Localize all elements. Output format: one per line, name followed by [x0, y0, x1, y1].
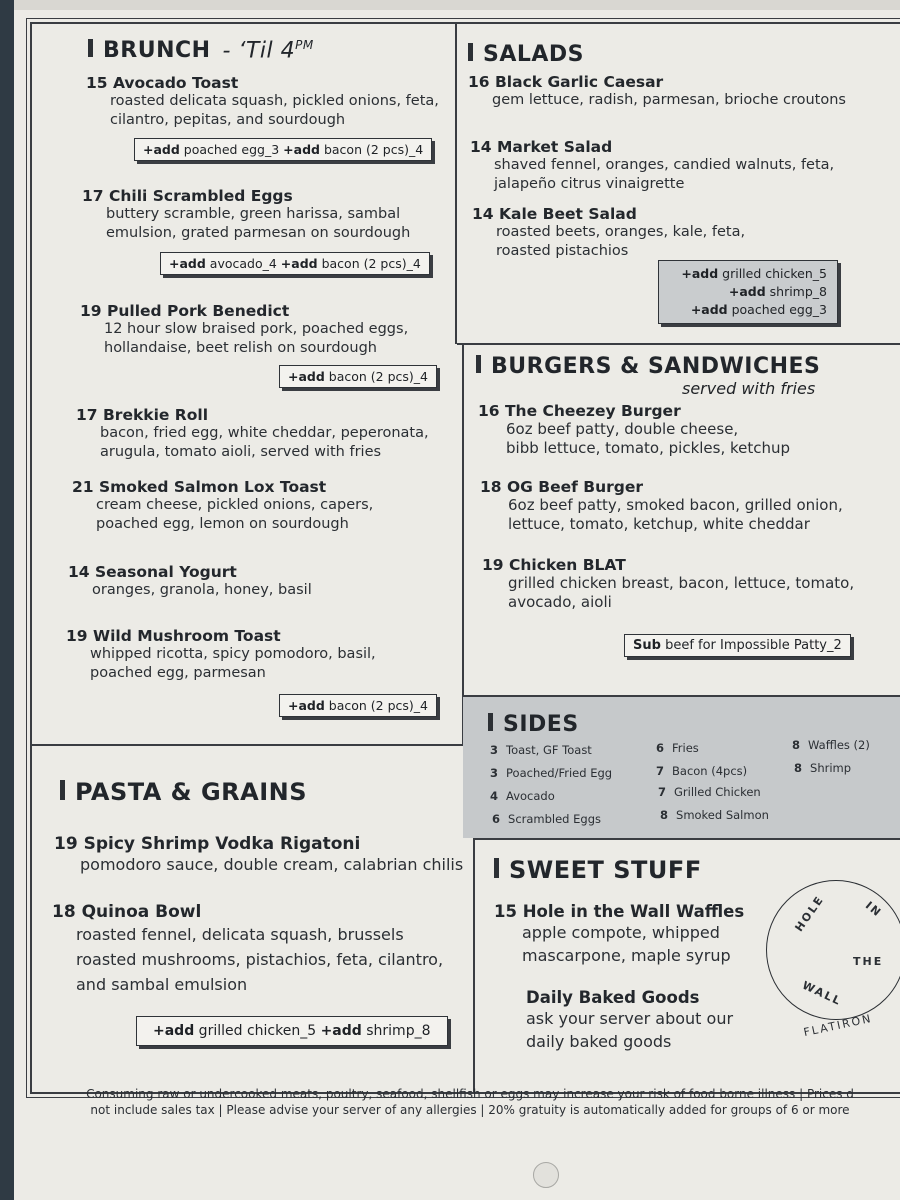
item-desc: oranges, granola, honey, basil	[92, 582, 312, 598]
side-price: 3	[490, 766, 499, 780]
divider	[32, 744, 473, 746]
menu-item	[68, 563, 312, 600]
add-label: +add	[280, 256, 318, 271]
side-item	[660, 808, 769, 822]
item-desc: bibb lettuce, tomato, pickles, ketchup	[506, 439, 791, 457]
salads-title	[468, 42, 584, 67]
side-item	[658, 785, 761, 799]
add-option: shrimp_8	[361, 1023, 431, 1039]
menu-item	[66, 627, 376, 683]
item-name: Black Garlic Caesar	[494, 73, 664, 91]
item-desc: ask your server about our	[526, 1009, 734, 1028]
add-option: poached egg_3	[727, 302, 827, 317]
sweet-title-text: SWEET STUFF	[509, 856, 702, 884]
brunch-subtitle-text: - ‘Til 4	[222, 38, 296, 64]
divider	[475, 838, 900, 840]
menu-item	[76, 406, 429, 462]
side-item	[490, 743, 592, 757]
item-name: Brekkie Roll	[102, 406, 209, 424]
logo-text: WALL	[800, 978, 844, 1009]
add-option: bacon (2 pcs)_4	[319, 142, 424, 157]
side-name: Grilled Chicken	[674, 785, 761, 799]
add-on-box	[279, 694, 437, 717]
side-item	[792, 738, 870, 752]
item-desc: poached egg, parmesan	[90, 665, 266, 681]
sides-title	[488, 712, 579, 737]
item-desc: and sambal emulsion	[76, 975, 248, 994]
item-price: 19	[66, 627, 88, 645]
item-desc: avocado, aioli	[508, 593, 612, 611]
burgers-subtitle: served with fries	[682, 379, 816, 398]
add-option: bacon (2 pcs)_4	[317, 256, 421, 271]
item-desc: poached egg, lemon on sourdough	[96, 516, 349, 532]
item-price: 15	[86, 74, 108, 92]
add-label: +add	[143, 142, 180, 157]
title-bar	[476, 355, 481, 373]
title-bar	[488, 713, 493, 731]
side-item	[490, 766, 612, 780]
item-price: 19	[54, 834, 78, 854]
side-name: Shrimp	[810, 761, 852, 775]
burgers-section	[476, 354, 820, 398]
item-name: Chili Scrambled Eggs	[108, 187, 293, 205]
item-desc: cilantro, pepitas, and sourdough	[110, 112, 346, 128]
logo-text: THE	[853, 955, 884, 968]
item-desc: daily baked goods	[526, 1032, 672, 1051]
side-name: Bacon (4pcs)	[672, 764, 748, 778]
add-label: +add	[288, 698, 325, 713]
side-name: Scrambled Eggs	[508, 812, 601, 826]
item-price: 16	[468, 73, 490, 91]
add-label: +add	[153, 1023, 195, 1039]
pasta-title-text: PASTA & GRAINS	[75, 778, 308, 806]
menu-item	[52, 902, 443, 997]
sides-title-text: SIDES	[503, 712, 579, 737]
item-desc: roasted delicata squash, pickled onions, feta,	[110, 93, 439, 109]
item-desc: 6oz beef patty, smoked bacon, grilled onion,	[508, 496, 843, 514]
side-name: Smoked Salmon	[676, 808, 769, 822]
item-price: 14	[68, 563, 90, 581]
sides-section	[488, 712, 579, 737]
menu-item	[472, 205, 745, 261]
logo-text: FLATIRON	[802, 1011, 874, 1040]
add-label: +add	[681, 266, 719, 281]
item-name: Hole in the Wall Waffles	[522, 902, 745, 921]
item-desc: arugula, tomato aioli, served with fries	[100, 444, 382, 460]
side-price: 6	[492, 812, 501, 826]
burgers-title	[476, 354, 820, 379]
footer-disclaimer	[40, 1086, 900, 1118]
item-name: Chicken BLAT	[508, 556, 626, 574]
add-option: grilled chicken_5	[194, 1023, 321, 1039]
side-price: 7	[656, 764, 665, 778]
add-option: shrimp_8	[765, 284, 827, 299]
logo-text: HOLE	[792, 892, 827, 935]
side-price: 8	[794, 761, 803, 775]
add-on-box	[136, 1016, 448, 1046]
footer-line: Consuming raw or undercooked meats, poultry, seafood, shellfish or eggs may increase your risk of food borne illness | Prices d	[86, 1087, 854, 1101]
burgers-title-text: BURGERS & SANDWICHES	[491, 354, 821, 379]
item-desc: 12 hour slow braised pork, poached eggs,	[104, 321, 409, 337]
item-desc: shaved fennel, oranges, candied walnuts, feta,	[494, 157, 835, 173]
menu-item	[526, 988, 733, 1053]
pasta-section	[60, 778, 307, 806]
sweet-section	[494, 856, 702, 884]
item-name: Kale Beet Salad	[498, 205, 637, 223]
add-option: avocado_4	[205, 256, 281, 271]
menu-rivet	[533, 1162, 559, 1188]
item-desc: lettuce, tomato, ketchup, white cheddar	[508, 515, 810, 533]
menu-item	[54, 834, 463, 876]
menu-item	[468, 73, 846, 110]
item-desc: 6oz beef patty, double cheese,	[506, 420, 739, 438]
item-name: Pulled Pork Benedict	[106, 302, 290, 320]
add-on-box	[134, 138, 432, 161]
side-price: 6	[656, 741, 665, 755]
item-name: OG Beef Burger	[506, 478, 644, 496]
item-price: 14	[472, 205, 494, 223]
sub-option: beef for Impossible Patty_2	[660, 638, 842, 653]
menu-item	[482, 556, 854, 612]
item-price: 19	[482, 556, 504, 574]
menu-item	[86, 74, 439, 130]
salad-add-ons-box	[658, 260, 838, 324]
item-price: 14	[470, 138, 492, 156]
brunch-section	[88, 38, 314, 63]
side-price: 7	[658, 785, 667, 799]
item-desc: bacon, fried egg, white cheddar, peperonata,	[100, 425, 429, 441]
side-name: Toast, GF Toast	[506, 743, 592, 757]
item-desc: roasted mushrooms, pistachios, feta, cilantro,	[76, 950, 444, 969]
item-desc: cream cheese, pickled onions, capers,	[96, 497, 374, 513]
item-name: Smoked Salmon Lox Toast	[98, 478, 327, 496]
item-desc: emulsion, grated parmesan on sourdough	[106, 225, 411, 241]
side-item	[656, 741, 699, 755]
substitution-box	[624, 634, 851, 657]
menu-cover-edge	[0, 0, 14, 1200]
sub-label: Sub	[633, 638, 661, 653]
title-bar	[494, 858, 499, 878]
item-price: 19	[80, 302, 102, 320]
menu-item	[480, 478, 843, 534]
side-name: Poached/Fried Egg	[506, 766, 613, 780]
salads-section	[468, 42, 584, 67]
menu-item	[82, 187, 410, 243]
add-label: +add	[283, 142, 320, 157]
item-name: Daily Baked Goods	[526, 988, 700, 1007]
item-name: Wild Mushroom Toast	[92, 627, 281, 645]
item-name: The Cheezey Burger	[504, 402, 681, 420]
sweet-title	[494, 856, 702, 884]
divider	[455, 24, 457, 344]
add-option: poached egg_3	[179, 142, 284, 157]
item-desc: mascarpone, maple syrup	[522, 946, 731, 965]
pasta-title	[60, 778, 307, 806]
add-option: grilled chicken_5	[718, 266, 827, 281]
divider	[457, 343, 900, 345]
brunch-title	[88, 38, 314, 63]
brunch-title-text: BRUNCH	[103, 38, 211, 64]
item-desc: jalapeño citrus vinaigrette	[494, 176, 685, 192]
item-desc: roasted beets, oranges, kale, feta,	[496, 224, 746, 240]
item-price: 21	[72, 478, 94, 496]
menu-item	[494, 902, 744, 967]
add-label: +add	[169, 256, 206, 271]
side-price: 4	[490, 789, 499, 803]
add-label: +add	[690, 302, 728, 317]
add-on-box	[279, 365, 437, 388]
side-price: 8	[792, 738, 801, 752]
item-name: Spicy Shrimp Vodka Rigatoni	[83, 834, 361, 854]
menu-item	[80, 302, 408, 358]
menu-item	[478, 402, 790, 458]
item-price: 15	[494, 902, 517, 921]
divider	[462, 344, 464, 744]
brunch-subtitle	[223, 38, 314, 63]
title-bar	[60, 780, 65, 800]
footer-line: not include sales tax | Please advise your server of any allergies | 20% gratuity is automatically added for groups of 6 or more	[90, 1103, 850, 1117]
title-bar	[88, 39, 93, 57]
side-price: 3	[490, 743, 499, 757]
side-item	[656, 764, 747, 778]
item-price: 18	[480, 478, 502, 496]
item-desc: buttery scramble, green harissa, sambal	[106, 206, 401, 222]
item-desc: grilled chicken breast, bacon, lettuce, tomato,	[508, 574, 855, 592]
salads-title-text: SALADS	[483, 42, 585, 67]
restaurant-logo	[766, 880, 900, 1040]
item-price: 16	[478, 402, 500, 420]
add-label: +add	[288, 369, 325, 384]
item-price: 17	[76, 406, 98, 424]
side-item	[492, 812, 601, 826]
item-desc: roasted fennel, delicata squash, brussels	[76, 925, 404, 944]
add-option: bacon (2 pcs)_4	[324, 698, 428, 713]
side-name: Avocado	[506, 789, 555, 803]
side-price: 8	[660, 808, 669, 822]
item-desc: pomodoro sauce, double cream, calabrian chilis	[80, 855, 464, 874]
item-desc: apple compote, whipped	[522, 923, 720, 942]
menu-item	[470, 138, 834, 194]
add-label: +add	[728, 284, 766, 299]
menu-item	[72, 478, 373, 534]
add-option: bacon (2 pcs)_4	[324, 369, 428, 384]
side-name: Waffles (2)	[808, 738, 870, 752]
add-label: +add	[320, 1023, 362, 1039]
brunch-subtitle-sup: PM	[295, 38, 314, 52]
item-desc: hollandaise, beet relish on sourdough	[104, 340, 377, 356]
item-desc: gem lettuce, radish, parmesan, brioche croutons	[492, 92, 846, 108]
title-bar	[468, 43, 473, 61]
item-desc: whipped ricotta, spicy pomodoro, basil,	[90, 646, 376, 662]
item-price: 18	[52, 902, 76, 922]
logo-text: IN	[862, 898, 885, 921]
item-name: Quinoa Bowl	[81, 902, 202, 922]
side-name: Fries	[672, 741, 699, 755]
add-on-box	[160, 252, 430, 275]
side-item	[490, 789, 555, 803]
item-name: Avocado Toast	[112, 74, 239, 92]
item-price: 17	[82, 187, 104, 205]
item-desc: roasted pistachios	[496, 243, 629, 259]
side-item	[794, 761, 851, 775]
item-name: Seasonal Yogurt	[94, 563, 237, 581]
item-name: Market Salad	[496, 138, 613, 156]
